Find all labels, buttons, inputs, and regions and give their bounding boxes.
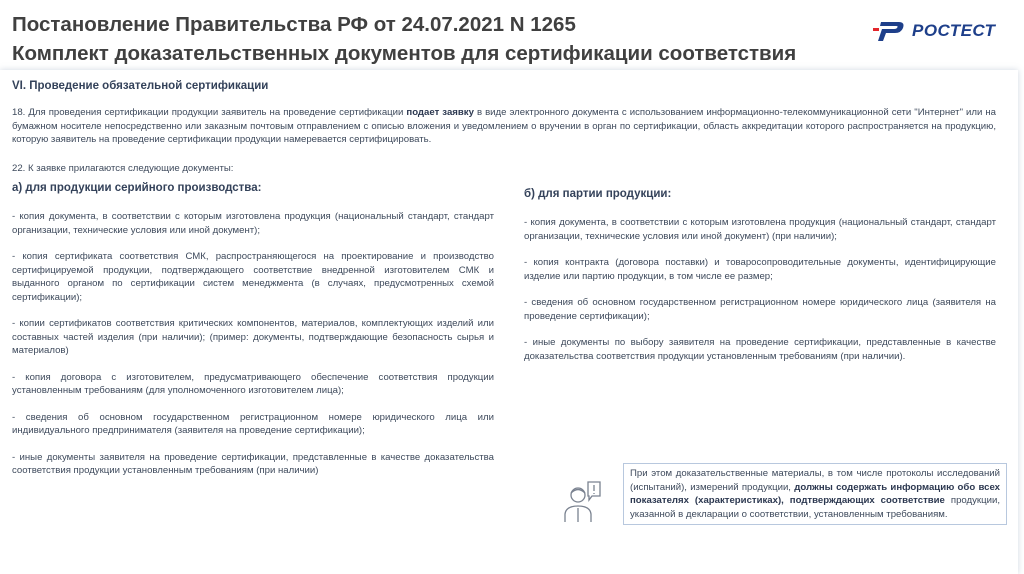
- list-item: - копия документа, в соответствии с которым изготовлена продукция (национальный стандарт, стандарт организации, технические условия или иной документ) (при наличии);: [524, 217, 996, 242]
- left-list: [12, 210, 494, 478]
- logo-text: РОСТЕСТ: [912, 21, 996, 40]
- right-list: [524, 216, 996, 363]
- list-item: - копия договора с изготовителем, предусматривающего обеспечение соответствия продукции установленным требованиям (для уполномоченного изготовителем лица);: [12, 371, 494, 396]
- note-text-end: продукции, указанной в декларации о соответствии, установленным требованиям.: [630, 495, 1000, 520]
- list-item: - копия документа, в соответствии с которым изготовлена продукция (национальный стандарт, стандарт организации, технические условия или иной документ);: [12, 211, 494, 236]
- p18-text: 18. Для проведения сертификации продукции заявитель на проведение сертификации: [12, 107, 407, 118]
- list-item: - копия сертификата соответствия СМК, распространяющегося на проектирование и производство сертифицируемой продукции, подтверждающего соответствие внедренной изготовителем СМК и выданного органом по сертификации систем менеджмента (в случаях, предусмотренных схемой сертификации);: [12, 251, 494, 303]
- list-item: - иные документы заявителя на проведение сертификации, представленные в качестве доказательства соответствия продукции установленным требованиям (при наличии): [12, 451, 494, 476]
- list-item: - иные документы по выбору заявителя на проведение сертификации, представленные в качестве доказательства соответствия продукции установленным требованиям (при наличии).: [524, 337, 996, 362]
- list-item: - копии сертификатов соответствия критических компонентов, материалов, комплектующих изделий или составных частей изделия (при наличии); (пример: документы, подтверждающие безопасность сырья и материалов): [12, 318, 494, 356]
- note-bold: должны содержать информацию обо всех показателях (характеристиках), подтверждающих соответствие: [630, 481, 1000, 506]
- person-alert-icon: [562, 478, 612, 524]
- right-heading: б) для партии продукции:: [524, 188, 672, 200]
- p18-bold: подает заявку: [406, 107, 474, 118]
- paragraph-22: 22. К заявке прилагаются следующие документы:: [12, 163, 234, 174]
- left-heading: а) для продукции серийного производства:: [12, 182, 262, 194]
- list-item: - сведения об основном государственном регистрационном номере юридического лица (заявителя на проведение сертификации);: [524, 297, 996, 322]
- rostest-logo-icon: [872, 20, 906, 42]
- page-title: [12, 10, 796, 68]
- note-box: [623, 463, 1007, 525]
- title-line-1: Постановление Правительства РФ от 24.07.2021 N 1265: [12, 13, 576, 36]
- paragraph-18: [12, 106, 996, 147]
- note-text: При этом доказательственные материалы, в том числе протоколы исследований (испытаний), измерений продукции,: [630, 468, 1000, 493]
- list-item: - копия контракта (договора поставки) и товаросопроводительные документы, идентифицирующие изделие или партию продукции, в том числе ее размер;: [524, 257, 996, 282]
- section-heading: VI. Проведение обязательной сертификации: [12, 80, 269, 92]
- title-line-2: Комплект доказательственных документов для сертификации соответствия: [12, 42, 797, 65]
- rostest-logo: [872, 20, 995, 42]
- list-item: - сведения об основном государственном регистрационном номере юридического лица или индивидуального предпринимателя (заявителя на проведение сертификации);: [12, 411, 494, 436]
- p18-text-end: в виде электронного документа с использованием информационно-телекоммуникационной сети "Интернет" или на бумажном носителе непосредственно или заказным почтовым отправлением с описью вложения и уведомлением о вручении в орган по сертификации, область аккредитации которого распространяется на продукцию, которую заявитель на проведение сертификации продукции намеревается сертифицировать.: [12, 107, 996, 145]
